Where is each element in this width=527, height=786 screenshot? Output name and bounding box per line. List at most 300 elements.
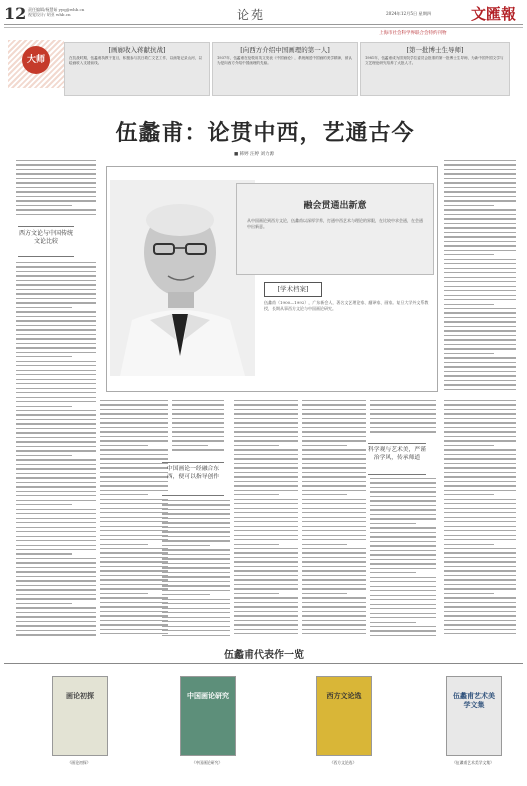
body-column-3 (172, 400, 224, 454)
text-line (370, 613, 436, 614)
text-line (16, 196, 96, 197)
text-line (162, 500, 230, 501)
text-line (234, 633, 298, 634)
text-line (444, 335, 516, 336)
text-line (444, 499, 516, 500)
text-line (302, 552, 366, 553)
header-subtitle: 上海市社会科学界联合会特约刊物 (379, 31, 447, 36)
book-cover (180, 676, 236, 756)
book-caption: 《中国画论研究》 (191, 760, 223, 765)
text-line (234, 404, 298, 405)
text-line (16, 491, 96, 492)
text-line (100, 422, 168, 423)
text-line (444, 440, 516, 441)
text-line (234, 440, 298, 441)
text-line (100, 597, 168, 598)
text-line (444, 620, 516, 621)
text-line (162, 590, 230, 591)
text-line (302, 620, 366, 621)
text-line (444, 490, 516, 491)
book-caption: 《西方文论选》 (329, 760, 357, 765)
text-line (444, 348, 516, 349)
text-line (100, 548, 168, 549)
text-line (444, 458, 516, 459)
text-line (234, 418, 298, 419)
book-cover (446, 676, 502, 756)
text-line (444, 539, 516, 540)
text-line (162, 567, 230, 568)
text-line (234, 579, 298, 580)
text-line (370, 527, 436, 528)
text-line (234, 557, 298, 558)
text-line (16, 316, 96, 317)
text-line (172, 413, 224, 414)
text-line (16, 280, 96, 281)
text-line (16, 379, 96, 380)
text-line (100, 575, 168, 576)
book-cover-title: 伍蠡甫艺术美学文集 (453, 691, 495, 709)
text-line (100, 517, 168, 518)
text-line (370, 586, 436, 587)
text-line (444, 196, 516, 197)
text-line (302, 611, 366, 612)
text-line (370, 550, 436, 551)
text-line (234, 449, 298, 450)
text-line (444, 570, 516, 571)
text-line (302, 472, 366, 473)
text-line (162, 509, 230, 510)
text-line (16, 459, 96, 460)
text-line (370, 541, 436, 542)
text-line (162, 563, 230, 564)
text-line (302, 490, 366, 491)
text-line (444, 375, 516, 376)
text-line (16, 397, 96, 398)
text-line (444, 561, 516, 562)
text-line (100, 458, 168, 459)
text-line (100, 413, 168, 414)
text-line (16, 437, 96, 438)
text-line (162, 540, 230, 541)
text-line (16, 334, 96, 335)
text-line (444, 535, 516, 536)
text-line (234, 606, 298, 607)
text-line (16, 311, 96, 312)
text-line (16, 576, 96, 577)
text-line (444, 178, 516, 179)
text-line (16, 383, 96, 384)
text-line (16, 545, 96, 546)
text-line (172, 431, 224, 432)
text-line (162, 612, 230, 613)
text-line (370, 608, 436, 609)
text-line (100, 440, 168, 441)
text-line (302, 476, 366, 477)
text-line (16, 562, 96, 563)
text-line (100, 485, 168, 486)
text-line (444, 259, 516, 260)
text-line (444, 299, 516, 300)
text-line (444, 615, 516, 616)
text-line (100, 508, 168, 509)
text-line (370, 554, 436, 555)
text-line (444, 548, 516, 549)
text-line (302, 481, 366, 482)
text-line (16, 509, 96, 510)
right-pull-quote: 科学观与艺术美，严谨治学风，传承师道 (368, 443, 426, 475)
text-line (234, 445, 279, 446)
text-line (370, 626, 436, 627)
text-line (444, 200, 516, 201)
text-line (302, 602, 366, 603)
text-line (444, 232, 516, 233)
text-line (444, 371, 516, 372)
text-line (234, 481, 298, 482)
text-line (16, 594, 96, 595)
text-line (444, 606, 516, 607)
text-line (234, 490, 298, 491)
text-line (444, 602, 516, 603)
text-line (444, 384, 516, 385)
text-line (234, 535, 298, 536)
text-line (162, 504, 230, 505)
book-cover-title: 中国画论研究 (187, 691, 229, 700)
text-line (100, 481, 168, 482)
text-line (302, 431, 366, 432)
text-line (234, 584, 298, 585)
text-line (302, 557, 366, 558)
text-line (172, 418, 224, 419)
text-line (16, 356, 72, 357)
summary-box-3 (360, 42, 510, 96)
text-line (16, 419, 96, 420)
text-line (16, 325, 96, 326)
text-line (444, 633, 516, 634)
text-line (444, 400, 516, 401)
text-line (100, 620, 168, 621)
text-line (16, 182, 96, 183)
body-column-6b (370, 478, 436, 639)
text-line (444, 389, 516, 390)
text-line (16, 616, 96, 617)
text-line (234, 454, 298, 455)
text-line (16, 374, 96, 375)
text-line (100, 544, 148, 545)
header-rule (4, 24, 523, 25)
text-line (16, 187, 96, 188)
text-line (302, 597, 366, 598)
text-line (162, 594, 210, 595)
text-line (444, 418, 516, 419)
text-line (370, 431, 436, 432)
text-line (100, 431, 168, 432)
text-line (234, 463, 298, 464)
text-line (162, 549, 230, 550)
text-line (234, 409, 298, 410)
book-caption: 《伍蠡甫艺术美学文集》 (452, 760, 494, 765)
text-line (444, 281, 516, 282)
text-line (444, 597, 516, 598)
text-line (444, 463, 516, 464)
text-line (234, 472, 298, 473)
text-line (100, 535, 168, 536)
summary-text: 1981年，伍蠡甫成为国务院学位委员会批准的第一批博士生导师，为新中国外国文学与文艺理论研究培养了大批人才。 (365, 56, 504, 65)
text-line (16, 598, 96, 599)
issue-date: 2024年12月5日 星期四 (386, 11, 432, 16)
text-line (100, 615, 168, 616)
text-line (100, 409, 168, 410)
text-line (16, 630, 96, 631)
text-line (16, 214, 96, 215)
text-line (16, 589, 96, 590)
text-line (16, 423, 96, 424)
text-line (444, 223, 516, 224)
text-line (100, 476, 168, 477)
text-line (370, 604, 436, 605)
text-line (234, 602, 298, 603)
text-line (234, 548, 298, 549)
text-line (370, 599, 436, 600)
text-line (16, 553, 72, 554)
text-line (302, 485, 366, 486)
text-line (370, 595, 436, 596)
text-line (444, 517, 516, 518)
text-line (16, 464, 96, 465)
book-caption: 《画论初探》 (67, 760, 91, 765)
text-line (16, 518, 96, 519)
text-line (444, 503, 516, 504)
text-line (234, 400, 298, 401)
text-line (302, 579, 366, 580)
intro-box (236, 183, 434, 275)
text-line (16, 536, 96, 537)
text-line (100, 561, 168, 562)
text-line (444, 552, 516, 553)
text-line (444, 357, 516, 358)
body-column-7 (444, 400, 516, 638)
header-rule-thin (4, 27, 523, 28)
text-line (100, 557, 168, 558)
text-line (100, 552, 168, 553)
text-line (234, 539, 298, 540)
text-line (444, 413, 516, 414)
text-line (172, 449, 224, 450)
text-line (162, 585, 230, 586)
text-line (302, 526, 366, 527)
designer-line: 视觉设计/ 胡亚 whb.cn (28, 12, 71, 17)
text-line (302, 521, 366, 522)
text-line (100, 490, 168, 491)
text-line (444, 557, 516, 558)
body-column-6 (370, 400, 436, 436)
text-line (444, 427, 516, 428)
text-line (16, 410, 96, 411)
text-line (444, 182, 516, 183)
text-line (444, 268, 516, 269)
text-line (100, 445, 148, 446)
text-line (370, 491, 436, 492)
text-line (234, 494, 279, 495)
text-line (234, 503, 298, 504)
text-line (302, 449, 366, 450)
text-line (172, 440, 224, 441)
intro-box-title: 融会贯通出新意 (303, 201, 367, 211)
text-line (444, 173, 516, 174)
text-line (16, 298, 96, 299)
text-line (370, 487, 436, 488)
text-line (370, 523, 416, 524)
text-line (370, 418, 436, 419)
text-line (16, 289, 96, 290)
text-line (302, 445, 347, 446)
summary-text: 在抗战时期，伍蠡甫执教于复旦，积极参与抗日救亡文艺工作，以画笔记录山河，以绘画收入支援前线。 (69, 56, 202, 65)
text-line (370, 404, 436, 405)
works-rule (4, 663, 523, 664)
text-line (302, 413, 366, 414)
text-line (100, 418, 168, 419)
text-line (16, 607, 96, 608)
text-line (234, 530, 298, 531)
portrait-photo (110, 180, 255, 376)
text-line (100, 588, 168, 589)
text-line (444, 445, 494, 446)
text-line (16, 365, 96, 366)
text-line (16, 209, 96, 210)
book-cover (316, 676, 372, 756)
text-line (162, 554, 230, 555)
text-line (302, 588, 366, 589)
text-line (370, 514, 436, 515)
summary-title: [向西方介绍中国画理的第一人] (240, 46, 330, 54)
text-line (444, 164, 516, 165)
text-line (370, 572, 416, 573)
text-line (16, 200, 96, 201)
text-line (100, 606, 168, 607)
body-column-2 (100, 400, 168, 638)
text-line (162, 599, 230, 600)
archive-text: 伍蠡甫（1900—1992），广东新会人，著名文艺理论家、翻译家、画家。复旦大学外文系教授，长期从事西方文论与中国画论研究。 (264, 300, 429, 311)
text-line (16, 160, 96, 161)
text-line (16, 625, 96, 626)
text-line (16, 446, 96, 447)
text-line (444, 544, 494, 545)
text-line (16, 271, 96, 272)
text-line (444, 209, 516, 210)
text-line (234, 431, 298, 432)
text-line (302, 517, 366, 518)
text-line (444, 467, 516, 468)
text-line (16, 482, 96, 483)
text-line (444, 160, 516, 161)
text-line (100, 512, 168, 513)
text-line (100, 404, 168, 405)
text-line (162, 617, 230, 618)
text-line (16, 343, 96, 344)
text-line (172, 445, 208, 446)
text-line (302, 427, 366, 428)
text-line (444, 521, 516, 522)
text-line (16, 500, 96, 501)
text-line (16, 634, 96, 635)
text-line (16, 361, 96, 362)
text-line (162, 536, 230, 537)
text-line (100, 499, 168, 500)
text-line (444, 205, 494, 206)
text-line (370, 422, 436, 423)
text-line (100, 584, 168, 585)
text-line (16, 266, 96, 267)
text-line (16, 401, 96, 402)
column-badge: 大师 (22, 46, 50, 74)
middle-pull-quote: 中国画论一经融合东西，便可以指导创作 (162, 462, 224, 496)
text-line (16, 293, 96, 294)
text-line (16, 275, 96, 276)
archive-tag: [学术档案] (264, 282, 322, 297)
text-line (370, 577, 436, 578)
text-line (100, 611, 168, 612)
section-title: 论苑 (237, 8, 266, 22)
text-line (444, 472, 516, 473)
text-line (444, 321, 516, 322)
text-line (370, 536, 436, 537)
text-line (234, 624, 298, 625)
text-line (234, 570, 298, 571)
body-column-right-top (444, 160, 516, 393)
text-line (16, 173, 96, 174)
text-line (100, 566, 168, 567)
text-line (302, 454, 366, 455)
summary-title: [画廊收入蒋献抗战] (108, 46, 166, 54)
text-line (370, 559, 436, 560)
text-line (162, 558, 230, 559)
text-line (16, 329, 96, 330)
text-line (370, 500, 436, 501)
text-line (16, 191, 96, 192)
text-line (444, 344, 516, 345)
text-line (16, 473, 96, 474)
text-line (302, 422, 366, 423)
text-line (444, 481, 516, 482)
text-line (162, 635, 230, 636)
text-line (100, 467, 168, 468)
text-line (16, 558, 96, 559)
text-line (16, 392, 96, 393)
text-line (302, 418, 366, 419)
text-line (234, 517, 298, 518)
text-line (302, 512, 366, 513)
text-line (370, 478, 436, 479)
summary-text: 1937年，伍蠡甫在伦敦用英文发表《中国画论》，系统阐述中国画的美学精神，被认为是向西方介绍中国画理的先驱。 (217, 56, 352, 65)
summary-title: [第一批博士生导师] (406, 46, 464, 54)
summary-box-2 (212, 42, 358, 96)
text-line (16, 450, 96, 451)
text-line (444, 304, 494, 305)
text-line (302, 548, 366, 549)
text-line (444, 227, 516, 228)
text-line (16, 441, 96, 442)
left-pull-quote: 西方文论与中国传统文论比较 (18, 226, 74, 257)
text-line (370, 505, 436, 506)
text-line (302, 458, 366, 459)
text-line (16, 580, 96, 581)
text-line (16, 262, 96, 263)
text-line (100, 579, 168, 580)
text-line (444, 245, 516, 246)
text-line (444, 218, 516, 219)
text-line (234, 458, 298, 459)
text-line (16, 414, 96, 415)
text-line (444, 330, 516, 331)
